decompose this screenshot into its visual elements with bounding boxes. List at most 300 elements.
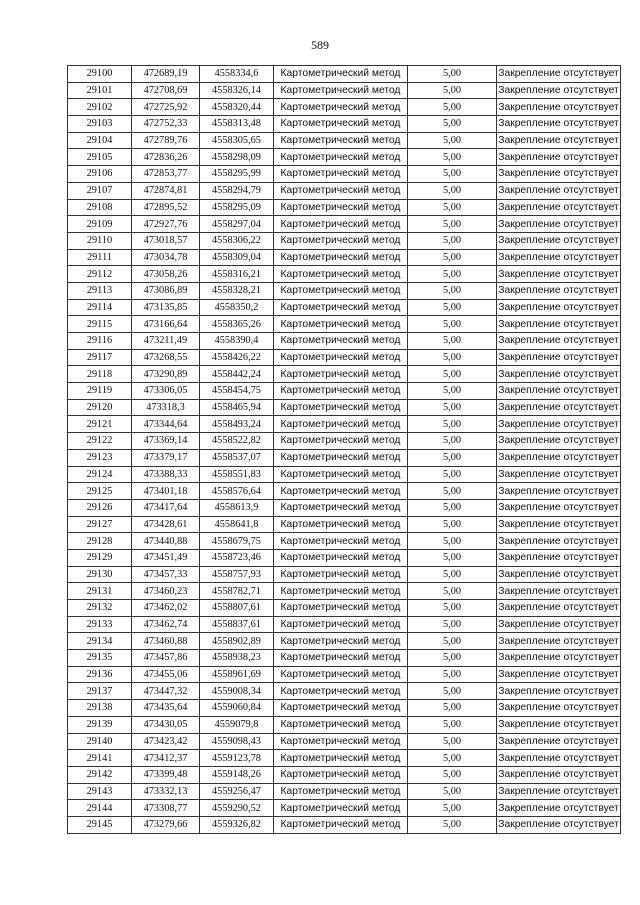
x-coordinate-cell: 473211,49 — [132, 333, 200, 350]
accuracy-cell: 5,00 — [408, 666, 497, 683]
table-row — [68, 166, 621, 183]
table-row — [68, 299, 621, 316]
point-number-cell: 29131 — [68, 583, 132, 600]
y-coordinate-cell: 4558465,94 — [200, 399, 274, 416]
point-number-cell: 29120 — [68, 399, 132, 416]
x-coordinate-cell: 473460,23 — [132, 583, 200, 600]
fixation-cell: Закрепление отсутствует — [497, 282, 621, 299]
point-number-cell: 29128 — [68, 533, 132, 550]
x-coordinate-cell: 472927,76 — [132, 216, 200, 233]
x-coordinate-cell: 472689,19 — [132, 66, 200, 83]
point-number-cell: 29133 — [68, 616, 132, 633]
point-number-cell: 29104 — [68, 132, 132, 149]
table-row — [68, 700, 621, 717]
y-coordinate-cell: 4558350,2 — [200, 299, 274, 316]
y-coordinate-cell: 4558522,82 — [200, 433, 274, 450]
x-coordinate-cell: 473462,74 — [132, 616, 200, 633]
x-coordinate-cell: 472836,26 — [132, 149, 200, 166]
y-coordinate-cell: 4559290,52 — [200, 800, 274, 817]
fixation-cell: Закрепление отсутствует — [497, 583, 621, 600]
fixation-cell: Закрепление отсутствует — [497, 650, 621, 667]
point-number-cell: 29119 — [68, 383, 132, 400]
accuracy-cell: 5,00 — [408, 716, 497, 733]
x-coordinate-cell: 473018,57 — [132, 232, 200, 249]
method-cell: Картометрический метод — [274, 399, 408, 416]
accuracy-cell: 5,00 — [408, 800, 497, 817]
x-coordinate-cell: 473462,02 — [132, 600, 200, 617]
fixation-cell: Закрепление отсутствует — [497, 333, 621, 350]
fixation-cell: Закрепление отсутствует — [497, 349, 621, 366]
fixation-cell: Закрепление отсутствует — [497, 800, 621, 817]
point-number-cell: 29113 — [68, 282, 132, 299]
accuracy-cell: 5,00 — [408, 82, 497, 99]
y-coordinate-cell: 4558613,9 — [200, 499, 274, 516]
point-number-cell: 29123 — [68, 449, 132, 466]
fixation-cell: Закрепление отсутствует — [497, 783, 621, 800]
x-coordinate-cell: 473388,33 — [132, 466, 200, 483]
y-coordinate-cell: 4558320,44 — [200, 99, 274, 116]
x-coordinate-cell: 473440,88 — [132, 533, 200, 550]
point-number-cell: 29105 — [68, 149, 132, 166]
accuracy-cell: 5,00 — [408, 266, 497, 283]
accuracy-cell: 5,00 — [408, 99, 497, 116]
y-coordinate-cell: 4559123,78 — [200, 750, 274, 767]
fixation-cell: Закрепление отсутствует — [497, 232, 621, 249]
fixation-cell: Закрепление отсутствует — [497, 299, 621, 316]
point-number-cell: 29121 — [68, 416, 132, 433]
method-cell: Картометрический метод — [274, 433, 408, 450]
table-row — [68, 199, 621, 216]
y-coordinate-cell: 4559008,34 — [200, 683, 274, 700]
fixation-cell: Закрепление отсутствует — [497, 66, 621, 83]
table-row — [68, 366, 621, 383]
x-coordinate-cell: 473430,05 — [132, 716, 200, 733]
accuracy-cell: 5,00 — [408, 249, 497, 266]
method-cell: Картометрический метод — [274, 349, 408, 366]
accuracy-cell: 5,00 — [408, 566, 497, 583]
fixation-cell: Закрепление отсутствует — [497, 266, 621, 283]
fixation-cell: Закрепление отсутствует — [497, 399, 621, 416]
method-cell: Картометрический метод — [274, 216, 408, 233]
point-number-cell: 29143 — [68, 783, 132, 800]
table-row — [68, 533, 621, 550]
point-number-cell: 29142 — [68, 766, 132, 783]
accuracy-cell: 5,00 — [408, 232, 497, 249]
fixation-cell: Закрепление отсутствует — [497, 683, 621, 700]
y-coordinate-cell: 4558537,07 — [200, 449, 274, 466]
point-number-cell: 29115 — [68, 316, 132, 333]
accuracy-cell: 5,00 — [408, 433, 497, 450]
page-number: 589 — [311, 38, 329, 52]
method-cell: Картометрический метод — [274, 783, 408, 800]
accuracy-cell: 5,00 — [408, 466, 497, 483]
y-coordinate-cell: 4558723,46 — [200, 549, 274, 566]
fixation-cell: Закрепление отсутствует — [497, 533, 621, 550]
table-row — [68, 282, 621, 299]
table-row — [68, 800, 621, 817]
point-number-cell: 29112 — [68, 266, 132, 283]
point-number-cell: 29129 — [68, 549, 132, 566]
fixation-cell: Закрепление отсутствует — [497, 99, 621, 116]
accuracy-cell: 5,00 — [408, 182, 497, 199]
y-coordinate-cell: 4558326,14 — [200, 82, 274, 99]
method-cell: Картометрический метод — [274, 116, 408, 133]
table-row — [68, 516, 621, 533]
table-row — [68, 132, 621, 149]
y-coordinate-cell: 4558454,75 — [200, 383, 274, 400]
x-coordinate-cell: 473166,64 — [132, 316, 200, 333]
table-row — [68, 566, 621, 583]
method-cell: Картометрический метод — [274, 800, 408, 817]
x-coordinate-cell: 473423,42 — [132, 733, 200, 750]
x-coordinate-cell: 473379,17 — [132, 449, 200, 466]
table-row — [68, 783, 621, 800]
x-coordinate-cell: 473344,64 — [132, 416, 200, 433]
x-coordinate-cell: 473318,3 — [132, 399, 200, 416]
y-coordinate-cell: 4558295,09 — [200, 199, 274, 216]
accuracy-cell: 5,00 — [408, 333, 497, 350]
point-number-cell: 29137 — [68, 683, 132, 700]
x-coordinate-cell: 472725,92 — [132, 99, 200, 116]
table-row — [68, 383, 621, 400]
y-coordinate-cell: 4558390,4 — [200, 333, 274, 350]
accuracy-cell: 5,00 — [408, 399, 497, 416]
accuracy-cell: 5,00 — [408, 483, 497, 500]
y-coordinate-cell: 4559079,8 — [200, 716, 274, 733]
x-coordinate-cell: 473457,33 — [132, 566, 200, 583]
fixation-cell: Закрепление отсутствует — [497, 633, 621, 650]
fixation-cell: Закрепление отсутствует — [497, 199, 621, 216]
x-coordinate-cell: 473447,32 — [132, 683, 200, 700]
point-number-cell: 29109 — [68, 216, 132, 233]
fixation-cell: Закрепление отсутствует — [497, 549, 621, 566]
fixation-cell: Закрепление отсутствует — [497, 416, 621, 433]
fixation-cell: Закрепление отсутствует — [497, 516, 621, 533]
fixation-cell: Закрепление отсутствует — [497, 316, 621, 333]
fixation-cell: Закрепление отсутствует — [497, 750, 621, 767]
x-coordinate-cell: 473457,86 — [132, 650, 200, 667]
method-cell: Картометрический метод — [274, 816, 408, 833]
fixation-cell: Закрепление отсутствует — [497, 249, 621, 266]
x-coordinate-cell: 472789,76 — [132, 132, 200, 149]
point-number-cell: 29110 — [68, 232, 132, 249]
point-number-cell: 29134 — [68, 633, 132, 650]
fixation-cell: Закрепление отсутствует — [497, 816, 621, 833]
accuracy-cell: 5,00 — [408, 499, 497, 516]
y-coordinate-cell: 4558306,22 — [200, 232, 274, 249]
method-cell: Картометрический метод — [274, 499, 408, 516]
method-cell: Картометрический метод — [274, 683, 408, 700]
accuracy-cell: 5,00 — [408, 783, 497, 800]
x-coordinate-cell: 472708,69 — [132, 82, 200, 99]
table-row — [68, 416, 621, 433]
x-coordinate-cell: 473399,48 — [132, 766, 200, 783]
point-number-cell: 29107 — [68, 182, 132, 199]
y-coordinate-cell: 4559060,84 — [200, 700, 274, 717]
accuracy-cell: 5,00 — [408, 166, 497, 183]
table-row — [68, 249, 621, 266]
fixation-cell: Закрепление отсутствует — [497, 616, 621, 633]
method-cell: Картометрический метод — [274, 633, 408, 650]
x-coordinate-cell: 473401,18 — [132, 483, 200, 500]
table-row — [68, 666, 621, 683]
table-row — [68, 216, 621, 233]
method-cell: Картометрический метод — [274, 182, 408, 199]
y-coordinate-cell: 4558295,99 — [200, 166, 274, 183]
y-coordinate-cell: 4558807,61 — [200, 600, 274, 617]
table-row — [68, 583, 621, 600]
point-number-cell: 29139 — [68, 716, 132, 733]
point-number-cell: 29127 — [68, 516, 132, 533]
x-coordinate-cell: 473417,64 — [132, 499, 200, 516]
table-row — [68, 750, 621, 767]
fixation-cell: Закрепление отсутствует — [497, 566, 621, 583]
point-number-cell: 29140 — [68, 733, 132, 750]
table-row — [68, 733, 621, 750]
x-coordinate-cell: 473412,37 — [132, 750, 200, 767]
x-coordinate-cell: 473428,61 — [132, 516, 200, 533]
table-row — [68, 499, 621, 516]
point-number-cell: 29101 — [68, 82, 132, 99]
table-row — [68, 316, 621, 333]
method-cell: Картометрический метод — [274, 449, 408, 466]
fixation-cell: Закрепление отсутствует — [497, 716, 621, 733]
accuracy-cell: 5,00 — [408, 616, 497, 633]
method-cell: Картометрический метод — [274, 600, 408, 617]
fixation-cell: Закрепление отсутствует — [497, 149, 621, 166]
y-coordinate-cell: 4558757,93 — [200, 566, 274, 583]
fixation-cell: Закрепление отсутствует — [497, 116, 621, 133]
accuracy-cell: 5,00 — [408, 533, 497, 550]
method-cell: Картометрический метод — [274, 333, 408, 350]
y-coordinate-cell: 4559148,26 — [200, 766, 274, 783]
x-coordinate-cell: 473451,49 — [132, 549, 200, 566]
point-number-cell: 29126 — [68, 499, 132, 516]
method-cell: Картометрический метод — [274, 716, 408, 733]
y-coordinate-cell: 4558297,04 — [200, 216, 274, 233]
accuracy-cell: 5,00 — [408, 583, 497, 600]
x-coordinate-cell: 473058,26 — [132, 266, 200, 283]
point-number-cell: 29106 — [68, 166, 132, 183]
table-row — [68, 266, 621, 283]
table-row — [68, 683, 621, 700]
method-cell: Картометрический метод — [274, 650, 408, 667]
fixation-cell: Закрепление отсутствует — [497, 666, 621, 683]
table-row — [68, 600, 621, 617]
accuracy-cell: 5,00 — [408, 683, 497, 700]
method-cell: Картометрический метод — [274, 766, 408, 783]
table-row — [68, 483, 621, 500]
point-number-cell: 29125 — [68, 483, 132, 500]
table-row — [68, 549, 621, 566]
method-cell: Картометрический метод — [274, 366, 408, 383]
table-row — [68, 232, 621, 249]
table-row — [68, 449, 621, 466]
accuracy-cell: 5,00 — [408, 199, 497, 216]
accuracy-cell: 5,00 — [408, 299, 497, 316]
table-row — [68, 333, 621, 350]
point-number-cell: 29108 — [68, 199, 132, 216]
accuracy-cell: 5,00 — [408, 216, 497, 233]
method-cell: Картометрический метод — [274, 583, 408, 600]
y-coordinate-cell: 4558837,61 — [200, 616, 274, 633]
method-cell: Картометрический метод — [274, 149, 408, 166]
point-number-cell: 29144 — [68, 800, 132, 817]
point-number-cell: 29100 — [68, 66, 132, 83]
point-number-cell: 29103 — [68, 116, 132, 133]
method-cell: Картометрический метод — [274, 549, 408, 566]
y-coordinate-cell: 4558305,65 — [200, 132, 274, 149]
y-coordinate-cell: 4558551,83 — [200, 466, 274, 483]
accuracy-cell: 5,00 — [408, 700, 497, 717]
method-cell: Картометрический метод — [274, 516, 408, 533]
table-row — [68, 349, 621, 366]
y-coordinate-cell: 4558493,24 — [200, 416, 274, 433]
x-coordinate-cell: 473306,05 — [132, 383, 200, 400]
method-cell: Картометрический метод — [274, 99, 408, 116]
point-number-cell: 29122 — [68, 433, 132, 450]
fixation-cell: Закрепление отсутствует — [497, 216, 621, 233]
x-coordinate-cell: 473460,88 — [132, 633, 200, 650]
y-coordinate-cell: 4558294,79 — [200, 182, 274, 199]
table-row — [68, 433, 621, 450]
x-coordinate-cell: 472853,77 — [132, 166, 200, 183]
point-number-cell: 29111 — [68, 249, 132, 266]
point-number-cell: 29132 — [68, 600, 132, 617]
table-row — [68, 99, 621, 116]
method-cell: Картометрический метод — [274, 249, 408, 266]
table-row — [68, 82, 621, 99]
accuracy-cell: 5,00 — [408, 366, 497, 383]
method-cell: Картометрический метод — [274, 282, 408, 299]
fixation-cell: Закрепление отсутствует — [497, 499, 621, 516]
accuracy-cell: 5,00 — [408, 449, 497, 466]
point-number-cell: 29118 — [68, 366, 132, 383]
method-cell: Картометрический метод — [274, 266, 408, 283]
y-coordinate-cell: 4558309,04 — [200, 249, 274, 266]
x-coordinate-cell: 473290,89 — [132, 366, 200, 383]
method-cell: Картометрический метод — [274, 316, 408, 333]
accuracy-cell: 5,00 — [408, 282, 497, 299]
accuracy-cell: 5,00 — [408, 549, 497, 566]
y-coordinate-cell: 4558961,69 — [200, 666, 274, 683]
point-number-cell: 29138 — [68, 700, 132, 717]
method-cell: Картометрический метод — [274, 566, 408, 583]
accuracy-cell: 5,00 — [408, 650, 497, 667]
x-coordinate-cell: 473332,13 — [132, 783, 200, 800]
fixation-cell: Закрепление отсутствует — [497, 132, 621, 149]
fixation-cell: Закрепление отсутствует — [497, 383, 621, 400]
method-cell: Картометрический метод — [274, 66, 408, 83]
y-coordinate-cell: 4558938,23 — [200, 650, 274, 667]
x-coordinate-cell: 473135,85 — [132, 299, 200, 316]
table-row — [68, 399, 621, 416]
method-cell: Картометрический метод — [274, 533, 408, 550]
y-coordinate-cell: 4558298,09 — [200, 149, 274, 166]
accuracy-cell: 5,00 — [408, 750, 497, 767]
y-coordinate-cell: 4558426,22 — [200, 349, 274, 366]
method-cell: Картометрический метод — [274, 616, 408, 633]
fixation-cell: Закрепление отсутствует — [497, 700, 621, 717]
accuracy-cell: 5,00 — [408, 600, 497, 617]
accuracy-cell: 5,00 — [408, 516, 497, 533]
accuracy-cell: 5,00 — [408, 149, 497, 166]
fixation-cell: Закрепление отсутствует — [497, 82, 621, 99]
y-coordinate-cell: 4558442,24 — [200, 366, 274, 383]
y-coordinate-cell: 4558641,8 — [200, 516, 274, 533]
y-coordinate-cell: 4558334,6 — [200, 66, 274, 83]
y-coordinate-cell: 4558313,48 — [200, 116, 274, 133]
point-number-cell: 29116 — [68, 333, 132, 350]
table-row — [68, 466, 621, 483]
method-cell: Картометрический метод — [274, 82, 408, 99]
x-coordinate-cell: 473268,55 — [132, 349, 200, 366]
table-row — [68, 182, 621, 199]
fixation-cell: Закрепление отсутствует — [497, 483, 621, 500]
method-cell: Картометрический метод — [274, 166, 408, 183]
method-cell: Картометрический метод — [274, 733, 408, 750]
fixation-cell: Закрепление отсутствует — [497, 466, 621, 483]
accuracy-cell: 5,00 — [408, 416, 497, 433]
table-row — [68, 816, 621, 833]
fixation-cell: Закрепление отсутствует — [497, 166, 621, 183]
method-cell: Картометрический метод — [274, 700, 408, 717]
point-number-cell: 29114 — [68, 299, 132, 316]
fixation-cell: Закрепление отсутствует — [497, 733, 621, 750]
point-number-cell: 29141 — [68, 750, 132, 767]
y-coordinate-cell: 4559256,47 — [200, 783, 274, 800]
accuracy-cell: 5,00 — [408, 132, 497, 149]
point-number-cell: 29130 — [68, 566, 132, 583]
x-coordinate-cell: 473455,06 — [132, 666, 200, 683]
point-number-cell: 29117 — [68, 349, 132, 366]
table-row — [68, 66, 621, 83]
table-row — [68, 116, 621, 133]
x-coordinate-cell: 473034,78 — [132, 249, 200, 266]
accuracy-cell: 5,00 — [408, 316, 497, 333]
method-cell: Картометрический метод — [274, 383, 408, 400]
method-cell: Картометрический метод — [274, 132, 408, 149]
x-coordinate-cell: 473435,64 — [132, 700, 200, 717]
accuracy-cell: 5,00 — [408, 116, 497, 133]
y-coordinate-cell: 4558902,89 — [200, 633, 274, 650]
method-cell: Картометрический метод — [274, 483, 408, 500]
point-number-cell: 29135 — [68, 650, 132, 667]
method-cell: Картометрический метод — [274, 416, 408, 433]
fixation-cell: Закрепление отсутствует — [497, 600, 621, 617]
table-row — [68, 633, 621, 650]
table-row — [68, 650, 621, 667]
y-coordinate-cell: 4558328,21 — [200, 282, 274, 299]
y-coordinate-cell: 4558365,26 — [200, 316, 274, 333]
fixation-cell: Закрепление отсутствует — [497, 366, 621, 383]
fixation-cell: Закрепление отсутствует — [497, 182, 621, 199]
y-coordinate-cell: 4558679,75 — [200, 533, 274, 550]
y-coordinate-cell: 4559326,82 — [200, 816, 274, 833]
point-number-cell: 29145 — [68, 816, 132, 833]
y-coordinate-cell: 4558316,21 — [200, 266, 274, 283]
method-cell: Картометрический метод — [274, 232, 408, 249]
x-coordinate-cell: 473369,14 — [132, 433, 200, 450]
accuracy-cell: 5,00 — [408, 766, 497, 783]
coordinates-table — [67, 65, 621, 834]
point-number-cell: 29136 — [68, 666, 132, 683]
point-number-cell: 29102 — [68, 99, 132, 116]
table-row — [68, 149, 621, 166]
x-coordinate-cell: 472895,52 — [132, 199, 200, 216]
method-cell: Картометрический метод — [274, 199, 408, 216]
y-coordinate-cell: 4559098,43 — [200, 733, 274, 750]
